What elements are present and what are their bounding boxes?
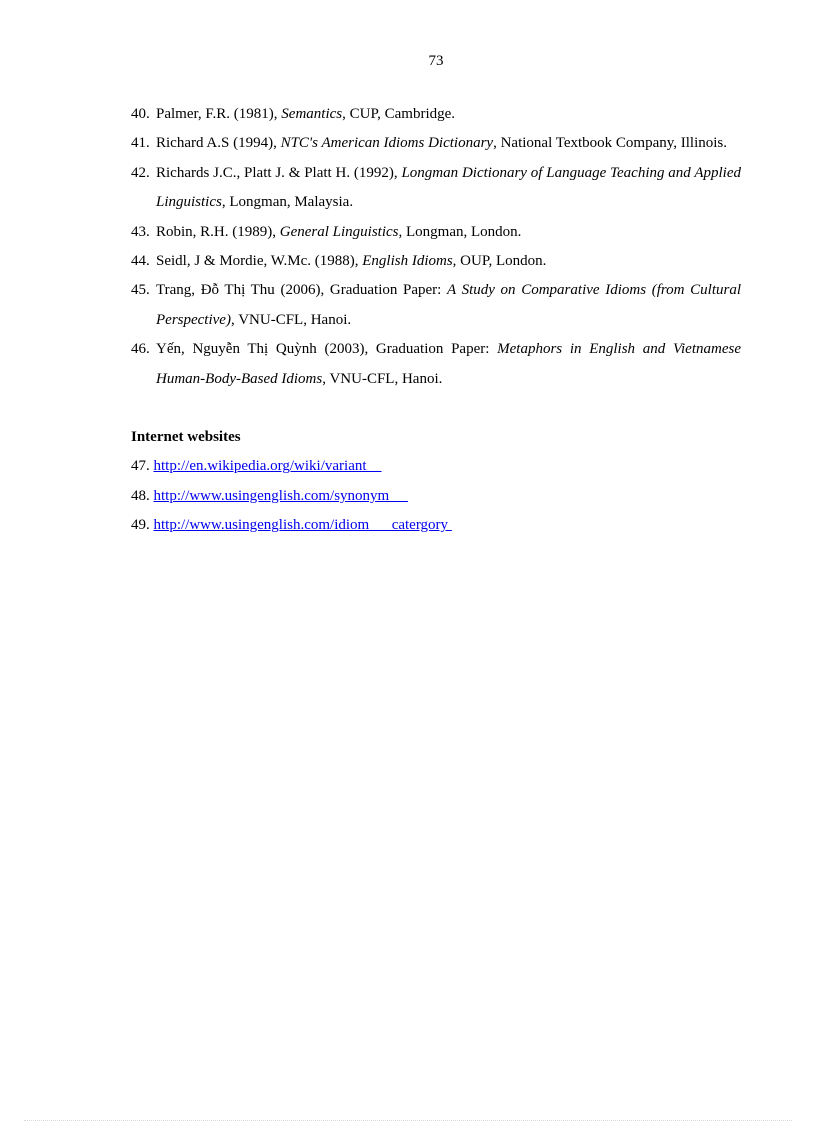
reference-title: Semantics (281, 106, 343, 122)
website-list (131, 452, 741, 540)
website-link[interactable]: http://www.usingenglish.com/idiom catergory (153, 517, 452, 534)
reference-entry (131, 100, 741, 129)
reference-text (156, 129, 741, 158)
reference-text (156, 247, 741, 276)
reference-text (156, 218, 741, 247)
reference-entry (131, 335, 741, 394)
reference-entry (131, 218, 741, 247)
reference-text (156, 159, 741, 218)
reference-text (156, 100, 741, 129)
reference-title: English Idioms (362, 253, 453, 270)
bibliography-entries (131, 100, 741, 394)
page-number: 73 (428, 53, 444, 69)
website-link[interactable]: http://en.wikipedia.org/wiki/variant (153, 458, 382, 475)
reference-segment: , National Textbook Company, Illinois. (493, 135, 728, 152)
reference-number: 44. (131, 253, 150, 270)
reference-text (156, 276, 741, 335)
website-number: 47. (131, 458, 150, 475)
reference-segment: , VNU-CFL, Hanoi. (322, 370, 443, 387)
website-entry (131, 452, 741, 481)
reference-title: Longman Dictionary of Language Teaching and Applied Linguistics (156, 164, 741, 211)
reference-number: 41. (131, 135, 150, 152)
reference-text (156, 335, 741, 394)
reference-segment: Seidl, J & Mordie, W.Mc. (1988), (156, 253, 363, 270)
reference-segment: Robin, R.H. (1989), (156, 223, 280, 240)
website-entry (131, 482, 741, 511)
page-bottom-border (24, 1120, 792, 1121)
website-number: 48. (131, 487, 150, 504)
reference-entry (131, 129, 741, 158)
reference-segment: , Longman, Malaysia. (221, 194, 354, 211)
reference-segment: , OUP, London. (452, 253, 547, 270)
reference-segment: Palmer, F.R. (1981), (156, 106, 282, 122)
website-number: 49. (131, 517, 150, 534)
website-entry (131, 511, 741, 540)
reference-number: 45. (131, 282, 150, 299)
reference-segment: Trang, Đỗ Thị Thu (2006), Graduation Paper: (156, 282, 448, 299)
reference-number: 42. (131, 164, 150, 181)
reference-segment: , Longman, London. (398, 223, 522, 240)
internet-websites-heading: Internet websites (131, 429, 241, 446)
reference-entry (131, 159, 741, 218)
reference-title: A Study on Comparative Idioms (from Cultural Perspective) (156, 282, 741, 328)
reference-title: Metaphors in English and Vietnamese Human-Body-Based Idioms (156, 341, 741, 387)
reference-title: General Linguistics (279, 223, 399, 240)
reference-number: 46. (131, 341, 150, 358)
reference-segment: Richards J.C., Platt J. & Platt H. (1992), (156, 164, 402, 181)
reference-number: 43. (131, 223, 150, 240)
reference-segment: Yến, Nguyễn Thị Quỳnh (2003), Graduation Paper: (156, 341, 498, 358)
reference-segment: , CUP, Cambridge. (342, 106, 456, 122)
reference-entry (131, 276, 741, 335)
reference-number: 40. (131, 106, 150, 122)
reference-segment: , VNU-CFL, Hanoi. (230, 311, 352, 328)
reference-segment: Richard A.S (1994), (156, 135, 281, 152)
website-link[interactable]: http://www.usingenglish.com/synonym (153, 487, 408, 504)
reference-entry (131, 247, 741, 276)
reference-title: NTC's American Idioms Dictionary (280, 135, 494, 152)
references-list (131, 100, 741, 541)
